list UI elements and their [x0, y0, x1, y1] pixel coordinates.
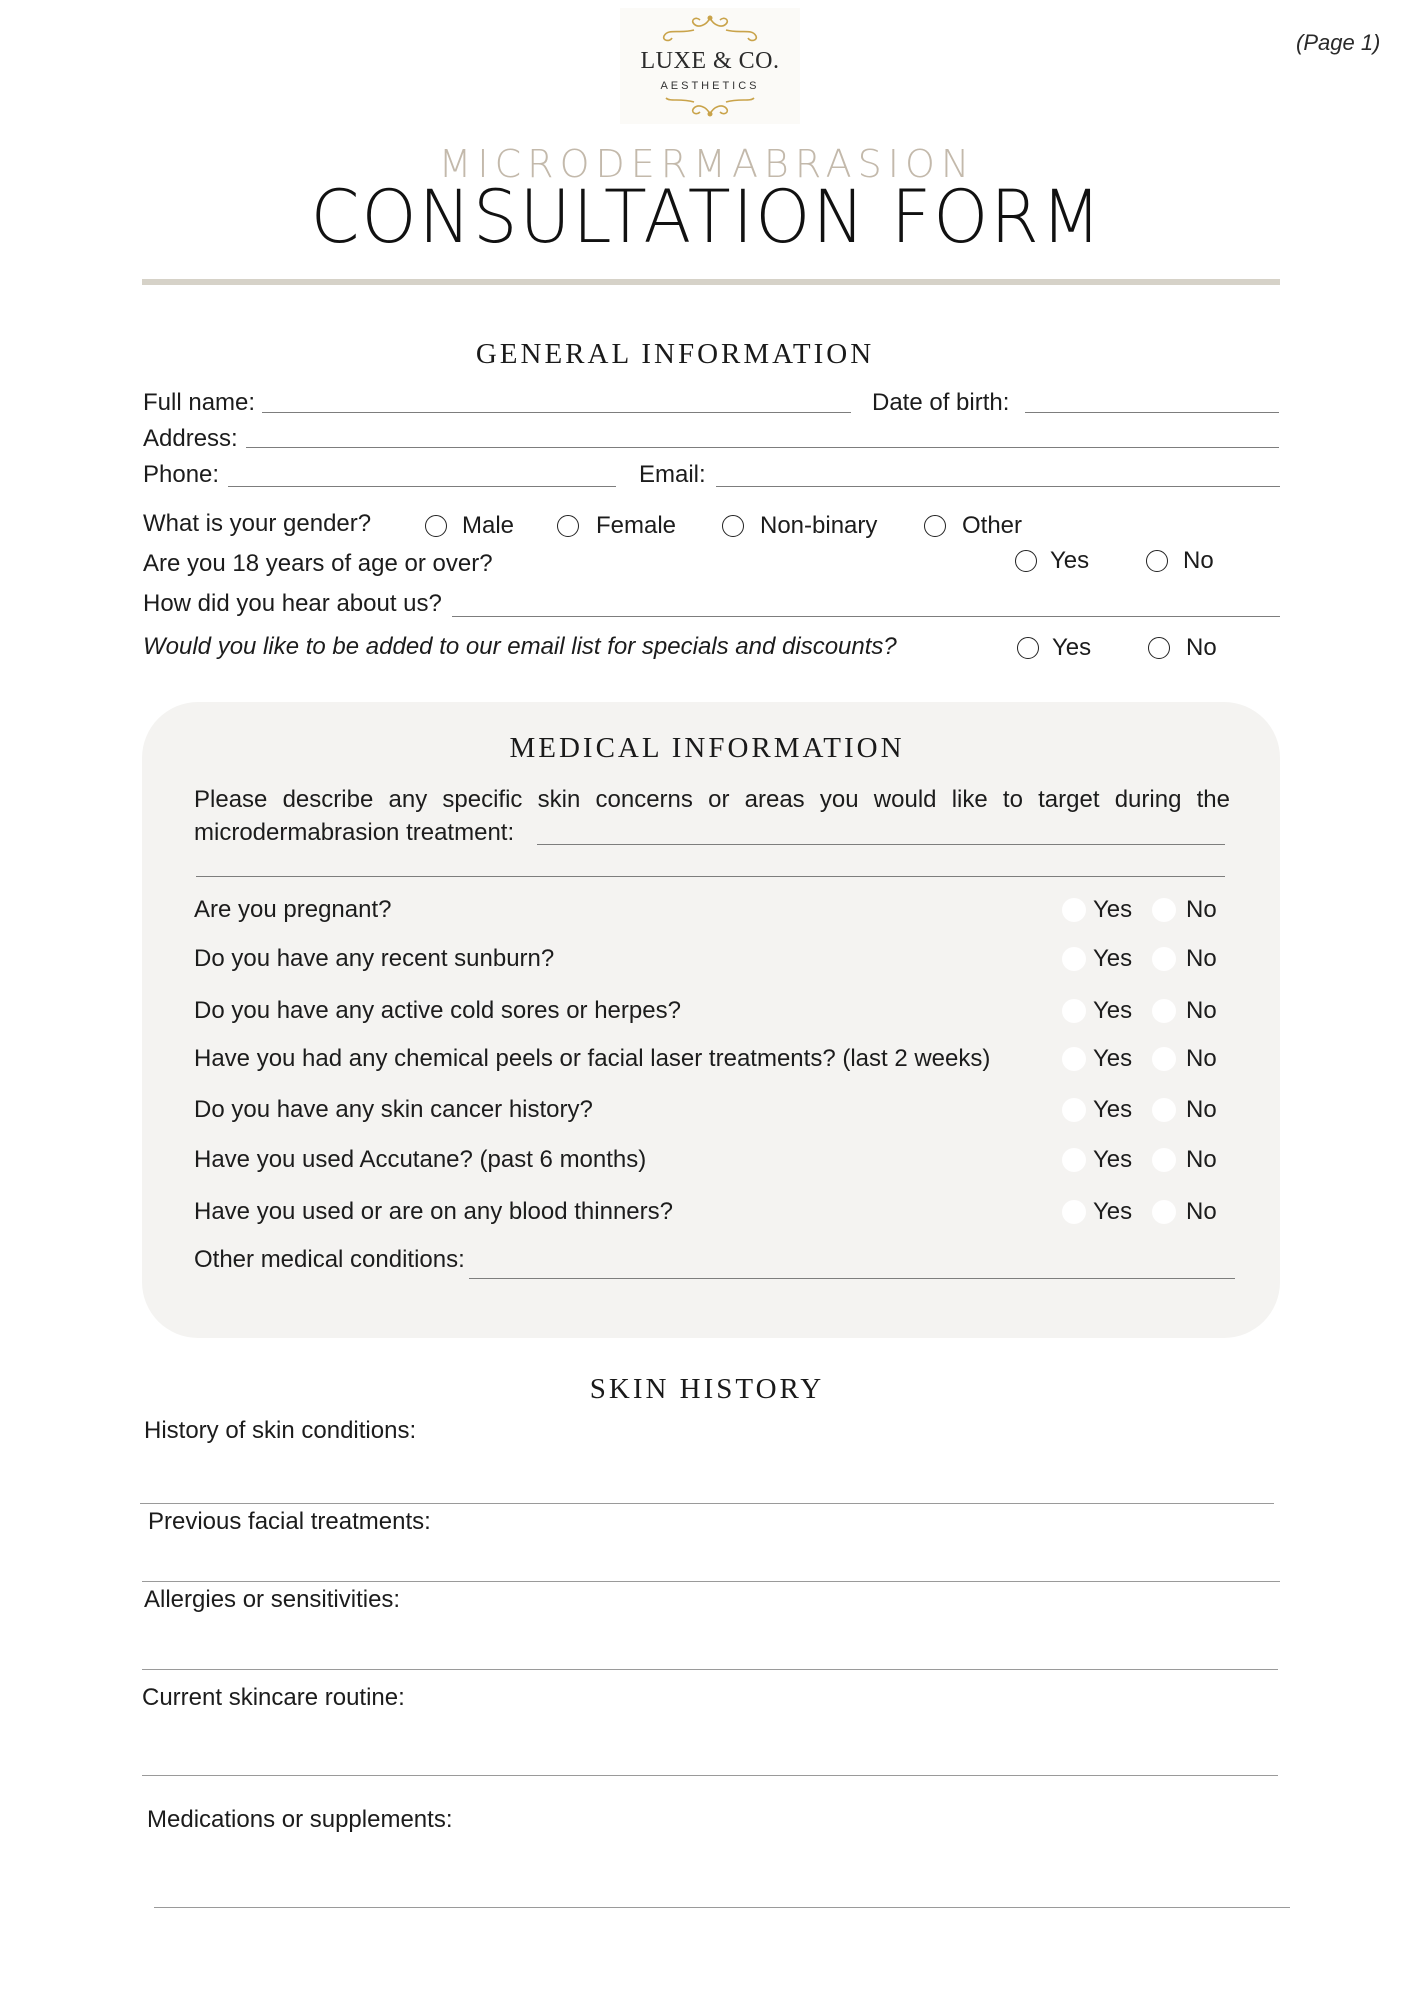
cold-sores-yes-radio[interactable] — [1062, 999, 1086, 1023]
age-no-label: No — [1183, 547, 1214, 574]
address-label: Address: — [143, 425, 238, 452]
email-label: Email: — [639, 461, 706, 488]
no-label: No — [1186, 997, 1217, 1024]
medical-question: Are you pregnant? — [194, 896, 392, 923]
concerns-question-line2: microdermabrasion treatment: — [194, 819, 515, 846]
skincare-routine-field[interactable] — [142, 1775, 1278, 1776]
pregnant-yes-radio[interactable] — [1062, 898, 1086, 922]
other-conditions-label: Other medical conditions: — [194, 1246, 465, 1273]
skincare-routine-label: Current skincare routine: — [142, 1684, 405, 1711]
yes-label: Yes — [1093, 1146, 1133, 1173]
peels-no-radio[interactable] — [1152, 1047, 1176, 1071]
full-name-label: Full name: — [143, 389, 256, 416]
gender-question: What is your gender? — [143, 510, 372, 537]
concerns-question-line1: Please describe any specific skin concerns or areas you would like to target during the — [194, 786, 1230, 813]
gender-other-radio[interactable] — [924, 515, 946, 537]
email-list-question: Would you like to be added to our email list for specials and discounts? — [143, 633, 897, 660]
gender-other-label: Other — [962, 512, 1023, 539]
no-label: No — [1186, 1096, 1217, 1123]
medical-question: Do you have any recent sunburn? — [194, 945, 555, 972]
medications-field[interactable] — [154, 1907, 1290, 1908]
form-subtitle: MICRODERMABRASION — [438, 142, 976, 186]
gender-male-label: Male — [462, 512, 515, 539]
cancer-no-radio[interactable] — [1152, 1098, 1176, 1122]
gender-female-label: Female — [596, 512, 677, 539]
medications-label: Medications or supplements: — [147, 1806, 453, 1833]
skin-conditions-field[interactable] — [140, 1503, 1274, 1504]
previous-treatments-label: Previous facial treatments: — [148, 1508, 431, 1535]
accutane-no-radio[interactable] — [1152, 1148, 1176, 1172]
blood-thinners-yes-radio[interactable] — [1062, 1200, 1086, 1224]
medical-question: Have you used Accutane? (past 6 months) — [194, 1146, 647, 1173]
previous-treatments-field[interactable] — [142, 1581, 1280, 1582]
cold-sores-no-radio[interactable] — [1152, 999, 1176, 1023]
referral-question: How did you hear about us? — [143, 590, 442, 617]
age-yes-radio[interactable] — [1015, 550, 1037, 572]
logo-name: LUXE & CO. — [640, 48, 780, 74]
skin-conditions-label: History of skin conditions: — [144, 1417, 417, 1444]
email-list-no-radio[interactable] — [1148, 637, 1170, 659]
medical-question: Have you used or are on any blood thinners? — [194, 1198, 673, 1225]
referral-field[interactable] — [452, 616, 1280, 617]
no-label: No — [1186, 1045, 1217, 1072]
allergies-label: Allergies or sensitivities: — [144, 1586, 401, 1613]
phone-label: Phone: — [143, 461, 220, 488]
email-list-no-label: No — [1186, 634, 1217, 661]
medical-question: Have you had any chemical peels or facial laser treatments? (last 2 weeks) — [194, 1045, 991, 1072]
age-no-radio[interactable] — [1146, 550, 1168, 572]
concerns-field-1[interactable] — [537, 844, 1225, 845]
yes-label: Yes — [1093, 1096, 1133, 1123]
other-conditions-field[interactable] — [469, 1278, 1235, 1279]
medical-question: Do you have any active cold sores or herpes? — [194, 997, 681, 1024]
header-divider — [142, 279, 1280, 285]
page-number: (Page 1) — [1296, 30, 1381, 55]
gender-female-radio[interactable] — [557, 515, 579, 537]
sunburn-no-radio[interactable] — [1152, 947, 1176, 971]
general-section-title: GENERAL INFORMATION — [475, 338, 875, 370]
age-yes-label: Yes — [1050, 547, 1090, 574]
form-title: CONSULTATION FORM — [310, 173, 1104, 261]
no-label: No — [1186, 1146, 1217, 1173]
blood-thinners-no-radio[interactable] — [1152, 1200, 1176, 1224]
yes-label: Yes — [1093, 997, 1133, 1024]
address-field[interactable] — [246, 447, 1279, 448]
no-label: No — [1186, 896, 1217, 923]
dob-label: Date of birth: — [872, 389, 1010, 416]
brand-logo — [620, 8, 800, 124]
allergies-field[interactable] — [142, 1669, 1278, 1670]
accutane-yes-radio[interactable] — [1062, 1148, 1086, 1172]
phone-field[interactable] — [228, 486, 616, 487]
dob-field[interactable] — [1025, 412, 1279, 413]
email-list-yes-label: Yes — [1052, 634, 1092, 661]
yes-label: Yes — [1093, 1045, 1133, 1072]
peels-yes-radio[interactable] — [1062, 1047, 1086, 1071]
logo-subtitle: AESTHETICS — [660, 80, 760, 92]
no-label: No — [1186, 1198, 1217, 1225]
gender-nonbinary-radio[interactable] — [722, 515, 744, 537]
gender-nonbinary-label: Non-binary — [760, 512, 878, 539]
medical-question: Do you have any skin cancer history? — [194, 1096, 593, 1123]
yes-label: Yes — [1093, 945, 1133, 972]
email-list-yes-radio[interactable] — [1017, 637, 1039, 659]
skin-section-title: SKIN HISTORY — [589, 1373, 825, 1405]
pregnant-no-radio[interactable] — [1152, 898, 1176, 922]
age-question: Are you 18 years of age or over? — [143, 550, 493, 577]
medical-section-title: MEDICAL INFORMATION — [509, 732, 905, 764]
gender-male-radio[interactable] — [425, 515, 447, 537]
cancer-yes-radio[interactable] — [1062, 1098, 1086, 1122]
email-field[interactable] — [716, 486, 1280, 487]
yes-label: Yes — [1093, 1198, 1133, 1225]
sunburn-yes-radio[interactable] — [1062, 947, 1086, 971]
full-name-field[interactable] — [262, 412, 851, 413]
concerns-field-2[interactable] — [196, 876, 1225, 877]
no-label: No — [1186, 945, 1217, 972]
yes-label: Yes — [1093, 896, 1133, 923]
